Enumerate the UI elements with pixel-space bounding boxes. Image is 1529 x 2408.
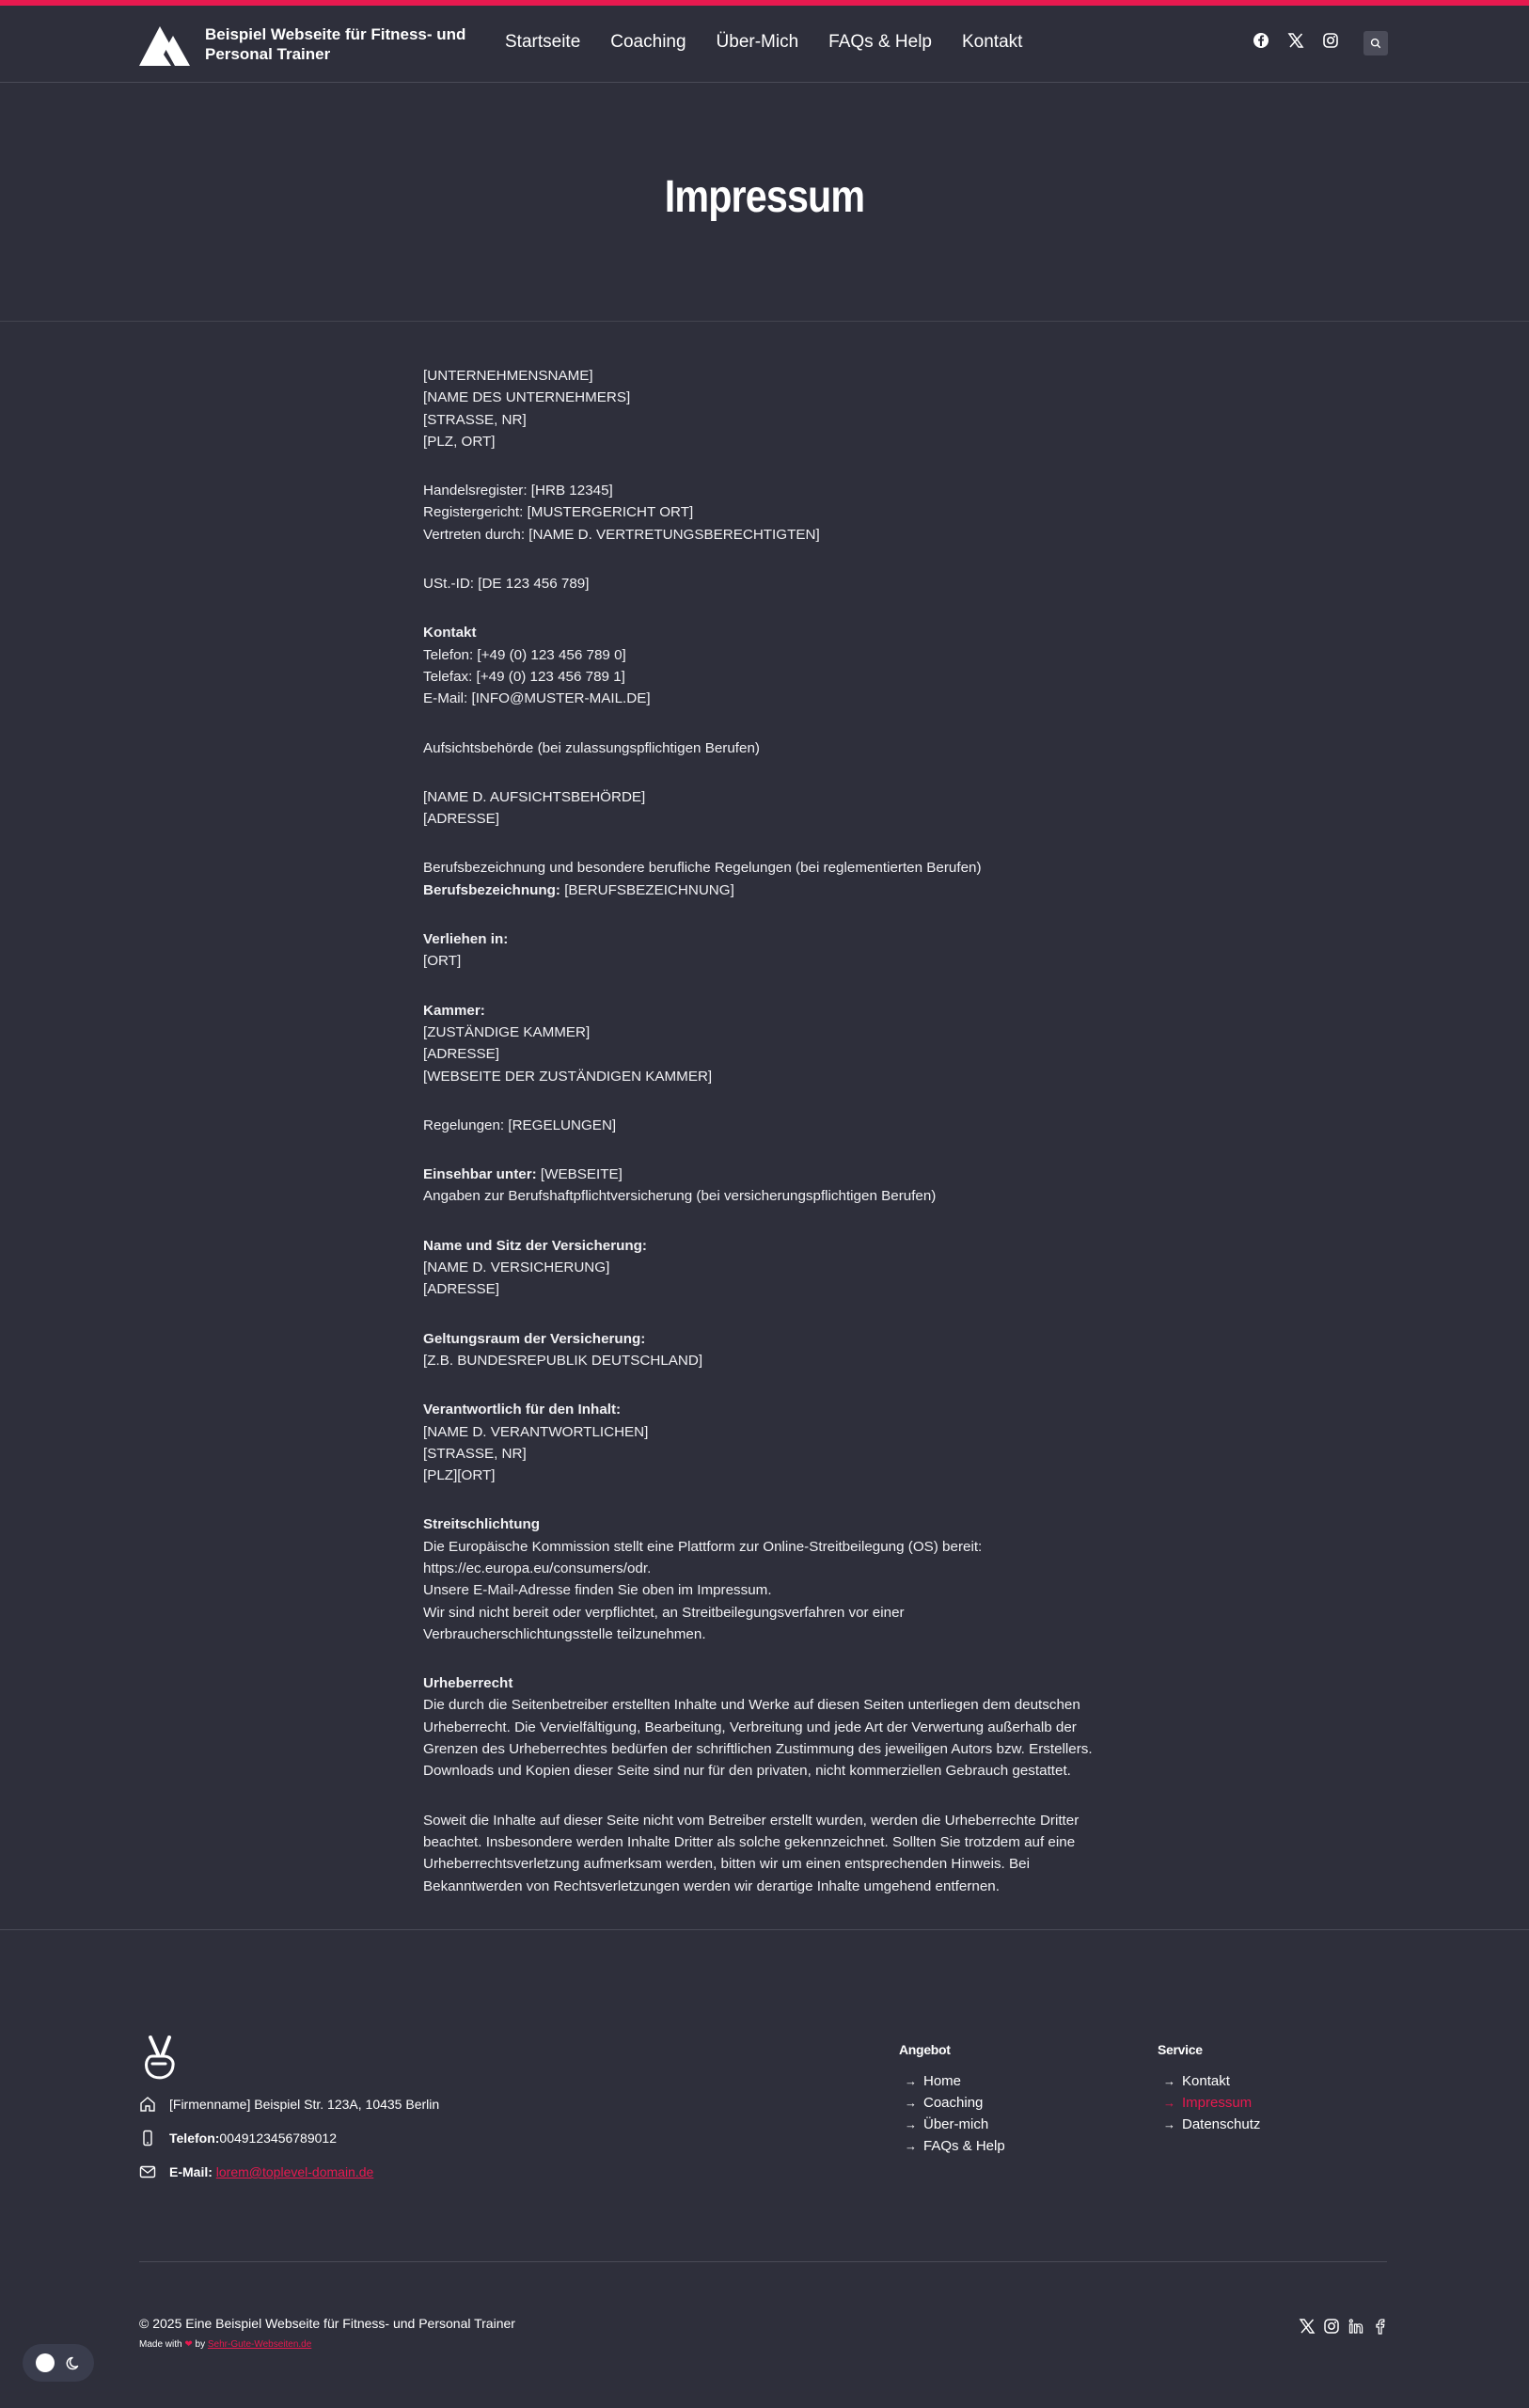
field-label: Name und Sitz der Versicherung: <box>423 1237 647 1254</box>
text-line: Regelungen: [REGELUNGEN] <box>423 1117 617 1133</box>
facebook-icon[interactable] <box>1253 32 1269 49</box>
x-icon[interactable] <box>1287 32 1304 49</box>
footer-link-home[interactable] <box>899 2070 1005 2092</box>
footer-social-links <box>1299 2318 1389 2335</box>
arrow-right-icon: → <box>1163 2074 1175 2088</box>
text-line: Die durch die Seitenbetreiber erstellten Inhalte und Werke auf diesen Seiten unterliegen dem deutschen <box>423 1697 1080 1714</box>
brand-name[interactable]: Beispiel Webseite für Fitness- und Personal Trainer <box>205 25 466 63</box>
text-line: Registergericht: [MUSTERGERICHT ORT] <box>423 504 694 521</box>
register-block <box>423 480 1110 546</box>
footer-angebot <box>899 2042 1005 2157</box>
footer-link-datenschutz[interactable] <box>1158 2114 1260 2135</box>
text-line: Grenzen des Urheberrechtes bedürfen der schriftlichen Zustimmung des jeweiligen Autors bzw. Erstellers. <box>423 1741 1093 1758</box>
page-title: Impressum <box>664 172 865 222</box>
aufsicht-block <box>423 786 1110 831</box>
text-line: E-Mail: [INFO@MUSTER-MAIL.DE] <box>423 690 651 707</box>
section-heading: Streitschlichtung <box>423 1516 541 1533</box>
beruf-block <box>423 857 1110 901</box>
text-line: Aufsichtsbehörde (bei zulassungspflichtigen Berufen) <box>423 739 760 756</box>
footer-service <box>1158 2042 1260 2135</box>
text-line: Telefax: [+49 (0) 123 456 789 1] <box>423 668 625 685</box>
text-line: Bekanntwerden von Rechtsverletzungen werden wir derartige Inhalte umgehend entfernen. <box>423 1877 1000 1894</box>
copyright-text: © 2025 Eine Beispiel Webseite für Fitness- und Personal Trainer <box>139 2316 515 2331</box>
kammer-block <box>423 1000 1110 1087</box>
section-heading: Urheberrecht <box>423 1675 513 1692</box>
footer-link-coaching[interactable] <box>899 2092 1005 2114</box>
link-label: FAQs & Help <box>923 2138 1005 2154</box>
nav-startseite[interactable]: Startseite <box>505 32 581 52</box>
text-line: Soweit die Inhalte auf dieser Seite nicht vom Betreiber erstellt wurden, werden die Urheberrechte Dritter <box>423 1812 1080 1829</box>
urheber-block-2 <box>423 1810 1110 1897</box>
content-divider <box>0 1929 1529 1930</box>
footer-link-faqs[interactable] <box>899 2135 1005 2157</box>
x-icon[interactable] <box>1299 2318 1316 2335</box>
arrow-right-icon: → <box>905 2074 917 2088</box>
text-line: [ADRESSE] <box>423 1046 500 1063</box>
footer-phone <box>139 2130 337 2147</box>
footer-email <box>139 2163 373 2180</box>
email-link[interactable]: lorem@toplevel-domain.de <box>215 2164 374 2179</box>
phone-icon <box>139 2130 156 2147</box>
section-heading: Kontakt <box>423 625 477 642</box>
facebook-icon[interactable] <box>1372 2318 1389 2335</box>
text-line: [WEBSEITE DER ZUSTÄNDIGEN KAMMER] <box>423 1068 713 1085</box>
agency-link[interactable]: Sehr-Gute-Webseiten.de <box>207 2339 312 2350</box>
angebot-heading: Angebot <box>899 2042 951 2057</box>
nav-kontakt[interactable]: Kontakt <box>962 32 1023 52</box>
page-hero <box>0 83 1529 322</box>
versicherung-block <box>423 1235 1110 1301</box>
text-line: Verbraucherschlichtungsstelle teilzunehmen. <box>423 1625 706 1642</box>
text-line: https://ec.europa.eu/consumers/odr. <box>423 1560 652 1576</box>
streit-block <box>423 1513 1110 1645</box>
nav-faqs-help[interactable]: FAQs & Help <box>828 32 932 52</box>
nav-coaching[interactable]: Coaching <box>610 32 686 52</box>
arrow-right-icon: → <box>1163 2096 1175 2110</box>
einsehbar-block <box>423 1164 1110 1208</box>
text-line: Urheberrecht. Die Vervielfältigung, Bearbeitung, Verbreitung und jede Art der Verwertung außerhalb der <box>423 1719 1077 1735</box>
field-value: [BERUFSBEZEICHNUNG] <box>560 881 734 898</box>
link-label: Datenschutz <box>1182 2116 1261 2132</box>
field-value: [Z.B. BUNDESREPUBLIK DEUTSCHLAND] <box>423 1352 703 1369</box>
text-line: [NAME D. AUFSICHTSBEHÖRDE] <box>423 788 646 805</box>
ust-block <box>423 573 1110 594</box>
made-by-text: by <box>195 2339 206 2350</box>
phone-number[interactable]: 0049123456789012 <box>219 2131 337 2146</box>
text-line: Vertreten durch: [NAME D. VERTRETUNGSBERECHTIGTEN] <box>423 526 820 543</box>
footer-link-kontakt[interactable] <box>1158 2070 1260 2092</box>
text-line: [UNTERNEHMENSNAME] <box>423 368 593 384</box>
geltung-block <box>423 1328 1110 1372</box>
text-line: USt.-ID: [DE 123 456 789] <box>423 576 590 593</box>
home-icon <box>139 2096 156 2113</box>
text-line: Berufsbezeichnung und besondere berufliche Regelungen (bei reglementierten Berufen) <box>423 860 982 877</box>
field-label: Berufsbezeichnung: <box>423 881 560 898</box>
text-line: [NAME D. VERANTWORTLICHEN] <box>423 1423 649 1440</box>
text-line: [ADRESSE] <box>423 811 500 828</box>
text-line: [ADRESSE] <box>423 1281 500 1298</box>
text-line: Urheberrechtsverletzung aufmerksam werden, bitten wir um einen entsprechenden Hinweis. Bei <box>423 1856 1030 1873</box>
arrow-right-icon: → <box>905 2139 917 2153</box>
verliehen-block <box>423 928 1110 973</box>
service-heading: Service <box>1158 2042 1203 2057</box>
site-header <box>0 6 1529 83</box>
arrow-right-icon: → <box>905 2096 917 2110</box>
field-label: Geltungsraum der Versicherung: <box>423 1330 646 1347</box>
field-label: Verantwortlich für den Inhalt: <box>423 1402 622 1418</box>
field-label: Verliehen in: <box>423 931 509 948</box>
field-value: [ORT] <box>423 953 462 970</box>
text-line: Angaben zur Berufshaftpflichtversicherung (bei versicherungspflichtigen Berufen) <box>423 1188 937 1205</box>
theme-toggle[interactable] <box>23 2344 94 2382</box>
text-line: Downloads und Kopien dieser Seite sind nur für den privaten, nicht kommerziellen Gebrauch gestattet. <box>423 1763 1071 1780</box>
field-label: Einsehbar unter: <box>423 1166 537 1183</box>
text-line: beachtet. Insbesondere werden Inhalte Dritter als solche gekennzeichnet. Sollten Sie trotzdem auf eine <box>423 1833 1076 1850</box>
field-value: [WEBSEITE] <box>536 1166 623 1183</box>
regelungen-block <box>423 1115 1110 1136</box>
link-label: Coaching <box>923 2095 984 2111</box>
moon-icon <box>66 2354 83 2371</box>
aufsicht-intro <box>423 737 1110 759</box>
text-line: [PLZ, ORT] <box>423 433 496 450</box>
instagram-icon[interactable] <box>1322 32 1339 49</box>
text-line: [NAME D. VERSICHERUNG] <box>423 1259 610 1276</box>
text-line: [ZUSTÄNDIGE KAMMER] <box>423 1023 591 1040</box>
impressum-content <box>423 365 1110 1925</box>
text-line: [STRASSE, NR] <box>423 1445 527 1462</box>
made-with-text: Made with <box>139 2339 182 2350</box>
text-line: Die Europäische Kommission stellt eine Plattform zur Online-Streitbeilegung (OS) bereit: <box>423 1538 983 1555</box>
text-line: [STRASSE, NR] <box>423 411 527 428</box>
company-block <box>423 365 1110 452</box>
header-social-links <box>1253 32 1339 49</box>
arrow-right-icon: → <box>905 2117 917 2131</box>
phone-label: Telefon: <box>169 2131 220 2146</box>
text-line: Handelsregister: [HRB 12345] <box>423 483 613 499</box>
search-icon <box>1370 38 1381 49</box>
text-line: [NAME DES UNTERNEHMERS] <box>423 389 631 406</box>
address-text: [Firmenname] Beispiel Str. 123A, 10435 Berlin <box>169 2097 440 2112</box>
light-mode-knob <box>36 2353 55 2372</box>
field-label: Kammer: <box>423 1002 485 1019</box>
heart-icon: ❤ <box>184 2339 193 2350</box>
text-line: Wir sind nicht bereit oder verpflichtet, an Streitbeilegungsverfahren vor einer <box>423 1604 905 1621</box>
email-label: E-Mail: <box>169 2164 213 2179</box>
verantwortlich-block <box>423 1399 1110 1486</box>
link-label: Home <box>923 2073 962 2089</box>
footer-link-ueber-mich[interactable] <box>899 2114 1005 2135</box>
mail-icon <box>139 2163 156 2180</box>
search-button[interactable] <box>1363 31 1388 55</box>
victory-hand-logo[interactable] <box>141 2036 181 2081</box>
linkedin-icon[interactable] <box>1348 2318 1364 2335</box>
urheber-block <box>423 1672 1110 1782</box>
instagram-icon[interactable] <box>1323 2318 1340 2335</box>
link-label: Über-mich <box>923 2116 989 2132</box>
link-label: Kontakt <box>1182 2073 1230 2089</box>
footer-divider <box>139 2261 1387 2262</box>
made-with <box>139 2339 311 2350</box>
text-line: Telefon: [+49 (0) 123 456 789 0] <box>423 646 626 663</box>
footer-address <box>139 2096 439 2113</box>
text-line: [PLZ][ORT] <box>423 1467 496 1484</box>
kontakt-block <box>423 622 1110 709</box>
link-label: Impressum <box>1182 2095 1253 2111</box>
main-nav <box>505 32 1052 53</box>
footer-link-impressum[interactable] <box>1158 2092 1260 2114</box>
brand-logo[interactable] <box>139 23 192 68</box>
arrow-right-icon: → <box>1163 2117 1175 2131</box>
nav-ueber-mich[interactable]: Über-Mich <box>716 32 799 52</box>
text-line: Unsere E-Mail-Adresse finden Sie oben im Impressum. <box>423 1582 772 1599</box>
